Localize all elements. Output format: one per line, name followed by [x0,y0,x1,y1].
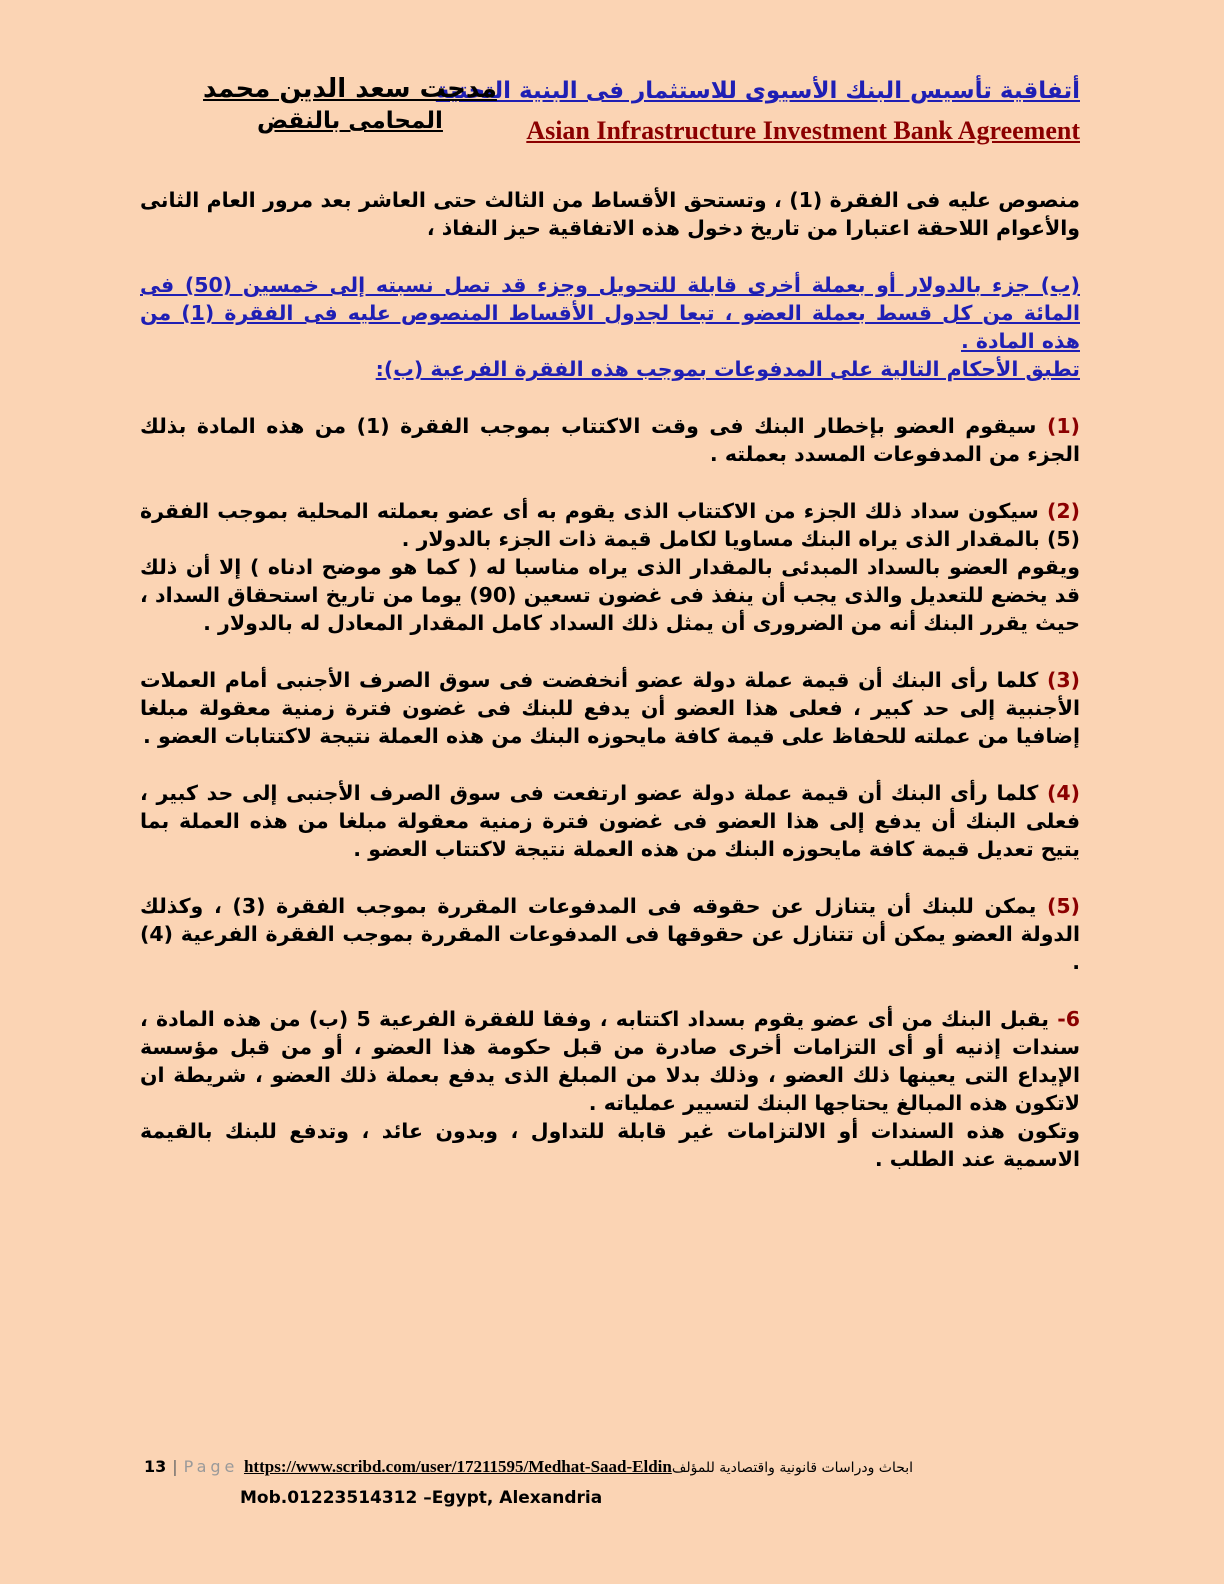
footer-separator: | [172,1457,178,1476]
item-4 [140,779,1080,863]
item-1-number: (1) [1047,414,1081,438]
footer-page-word: Page [183,1457,239,1476]
paragraph-b: (ب) جزء بالدولار أو بعملة أخرى قابلة للتحويل وجزء قد تصل نسبته إلى خمسين (50) فى المائة من كل قسط بعملة العضو ، تبعا لجدول الأقساط المنصوص عليه فى الفقرة (1) من هذه المادة . [140,273,1080,353]
page-footer [140,1457,1080,1481]
item-2-number: (2) [1046,499,1080,523]
item-5 [140,892,1080,976]
item-6-text: يقبل البنك من أى عضو يقوم بسداد اكتتابه ، وفقا للفقرة الفرعية 5 (ب) من هذه المادة ، سندات إذنيه أو أى التزامات أخرى صادرة من قبل حكومة هذا العضو ، أو من قبل مؤسسة الإيداع التى يعينها ذلك العضو ، وذلك بدلا من المبلغ الذى يدفع بعملة ذلك العضو ، شريطة ان لاتكون هذه المبالغ يحتاجها البنك لتسيير عملياته . [140,1007,1080,1115]
paragraph-b-rules: تطبق الأحكام التالية على المدفوعات بموجب هذه الفقرة الفرعية (ب): [375,357,1080,381]
item-5-text: يمكن للبنك أن يتنازل عن حقوقه فى المدفوعات المقررة بموجب الفقرة (3) ، وكذلك الدولة العضو يمكن أن تتنازل عن حقوقها فى المدفوعات المقررة بموجب الفقرة الفرعية (4) . [140,894,1080,974]
footer-page-line [144,1457,913,1477]
item-4-text: كلما رأى البنك أن قيمة عملة دولة عضو ارتفعت فى سوق الصرف الأجنبى إلى حد كبير ، فعلى البنك أن يدفع إلى هذا العضو فى غضون فترة زمنية معقولة مبلغا من هذه العملة بما يتيح تعديل قيمة كافة مايحوزه البنك من هذه العملة نتيجة لاكتتاب العضو . [140,781,1080,861]
author-block [200,74,500,134]
footer-source: ابحاث ودراسات قانونية واقتصادية للمؤلف [671,1460,914,1476]
item-3 [140,666,1080,750]
footer-mobile: Mob.01223514312 –Egypt, Alexandria [240,1488,603,1508]
footer-url-link[interactable]: https://www.scribd.com/user/17211595/Medhat-Saad-Eldin [243,1457,672,1476]
item-4-number: (4) [1046,781,1080,805]
item-2-continued: ويقوم العضو بالسداد المبدئى بالمقدار الذى يراه مناسبا له ( كما هو موضح ادناه ) إلا أن ذلك قد يخضع للتعديل والذى يجب أن ينفذ فى غضون تسعين (90) يوما من تاريخ استحقاق السداد ، حيث يقرر البنك أنه من الضرورى أن يمثل ذلك السداد كامل المقدار المعادل له بالدولار . [140,555,1081,635]
item-2 [140,497,1080,553]
item-6-continued: وتكون هذه السندات أو الالتزامات غير قابلة للتداول ، وبدون عائد ، وتدفع للبنك بالقيمة الاسمية عند الطلب . [140,1119,1080,1171]
paragraph-intro: منصوص عليه فى الفقرة (1) ، وتستحق الأقساط من الثالث حتى العاشر بعد مرور العام الثانى والأعوام اللاحقة اعتبارا من تاريخ دخول هذه الاتفاقية حيز النفاذ ، [140,188,1080,240]
item-3-number: (3) [1046,668,1080,692]
document-body [140,186,1080,1202]
page-number: 13 [144,1457,167,1476]
item-2-text: سيكون سداد ذلك الجزء من الاكتتاب الذى يقوم به أى عضو بعملته المحلية بموجب الفقرة (5) بالمقدار الذى يراه البنك مساويا لكامل قيمة ذات الجزء بالدولار . [140,499,1080,551]
header-title-english: Asian Infrastructure Investment Bank Agreement [526,116,1080,145]
item-6-number: 6- [1057,1007,1080,1031]
item-3-text: كلما رأى البنك أن قيمة عملة دولة عضو أنخفضت فى سوق الصرف الأجنبى أمام العملات الأجنبية إلى حد كبير ، فعلى هذا العضو أن يدفع للبنك فى غضون فترة زمنية معقولة مبلغا إضافيا من عملته للحفاظ على قيمة كافة مايحوزه البنك من هذه العملة نتيجة لاكتتابات العضو . [140,668,1080,748]
header-title-arabic: أتفاقية تأسيس البنك الأسيوى للاستثمار فى البنية التحتية [435,78,1080,104]
author-name: مدحت سعد الدين محمد [203,74,497,104]
item-6 [140,1005,1080,1117]
item-1-text: سيقوم العضو بإخطار البنك فى وقت الاكتتاب بموجب الفقرة (1) من هذه المادة بذلك الجزء من المدفوعات المسدد بعملته . [140,414,1080,466]
item-5-number: (5) [1046,894,1080,918]
item-1 [140,412,1080,468]
author-role: المحامى بالنقض [257,108,443,134]
